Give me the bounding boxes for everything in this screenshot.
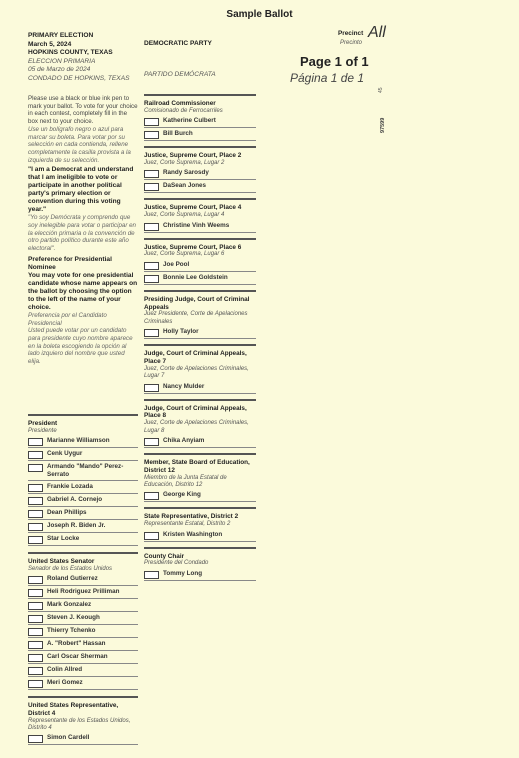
race-title: Justice, Supreme Court, Place 2 [144, 152, 242, 160]
vote-checkbox[interactable] [144, 223, 159, 231]
candidate-name: Meri Gomez [47, 679, 83, 686]
candidate-name: Gabriel A. Cornejo [47, 495, 103, 503]
vote-checkbox[interactable] [144, 275, 159, 283]
candidate-row[interactable] [144, 169, 256, 180]
race-justice-supreme-court-place-4 [144, 198, 256, 232]
race-title: State Representative, District 2 [144, 513, 239, 521]
candidate-name: Colin Allred [47, 666, 83, 673]
candidate-row[interactable] [144, 491, 256, 502]
race-railroad-commissioner [144, 94, 256, 141]
race-subtitle: Juez, Corte Suprema, Lugar 4 [144, 212, 225, 219]
race-subtitle: Juez Presidente, Corte de Apelaciones Criminales [144, 311, 248, 325]
candidate-row[interactable] [28, 437, 138, 448]
vote-checkbox[interactable] [28, 667, 43, 675]
race-judge-court-of-criminal-appeals-place-7 [144, 344, 256, 393]
vote-checkbox[interactable] [28, 576, 43, 584]
vote-checkbox[interactable] [144, 532, 159, 540]
race-subtitle: Presidente del Condado [144, 560, 209, 567]
candidate-name: Katherine Culbert [163, 117, 216, 125]
vote-checkbox[interactable] [144, 438, 159, 446]
election-date: March 5, 2024 [28, 40, 72, 48]
candidate-name: Mark Gonzalez [47, 601, 92, 608]
candidate-row[interactable] [144, 531, 256, 542]
race-title: County Chair [144, 552, 185, 560]
race-title: Presiding Judge, Court of Criminal Appeals [144, 295, 250, 311]
election-date-es: 05 de Marzo de 2024 [28, 66, 91, 74]
side-number-1: 45 [378, 87, 384, 93]
candidate-row[interactable] [28, 450, 138, 461]
election-county-es: CONDADO DE HOPKINS, TEXAS [28, 74, 130, 82]
vote-checkbox[interactable] [28, 589, 43, 597]
vote-checkbox[interactable] [144, 384, 159, 392]
race-title: Railroad Commissioner [144, 100, 216, 107]
candidate-row[interactable] [28, 734, 138, 745]
race-united-states-senator [28, 552, 138, 690]
vote-checkbox[interactable] [144, 571, 159, 579]
candidate-row[interactable] [144, 437, 256, 448]
vote-checkbox[interactable] [144, 183, 159, 191]
candidate-row[interactable] [28, 614, 138, 625]
vote-checkbox[interactable] [28, 510, 43, 518]
candidate-name: Joe Pool [163, 260, 190, 268]
race-state-representative-district-2 [144, 507, 256, 541]
vote-checkbox[interactable] [28, 438, 43, 446]
pref-title: Preference for Presidential Nominee [28, 255, 112, 271]
ballot-title: Sample Ballot [226, 9, 293, 20]
race-title: Justice, Supreme Court, Place 4 [144, 204, 242, 212]
election-name-es: ELECCION PRIMARIA [28, 57, 96, 65]
election-name: PRIMARY ELECTION [28, 32, 94, 39]
instructions [28, 95, 138, 366]
candidate-name: Armando "Mando" Perez-Serrato [47, 463, 124, 478]
candidate-row[interactable] [28, 627, 138, 638]
race-president [28, 414, 138, 546]
candidate-name: Cenk Uygur [47, 450, 83, 458]
candidate-name: Chika Anyiam [163, 437, 205, 445]
race-subtitle: Miembro de la Junta Estatal de Educación, Distrito 12 [144, 474, 227, 489]
candidate-name: Dean Phillips [47, 508, 87, 516]
races-column-1 [28, 414, 138, 745]
vote-checkbox[interactable] [144, 492, 159, 500]
race-subtitle: Representante de los Estados Unidos, Distrito 4 [28, 717, 131, 731]
candidate-row[interactable] [144, 570, 256, 581]
vote-checkbox[interactable] [28, 536, 43, 544]
vote-checkbox[interactable] [28, 602, 43, 610]
candidate-row[interactable] [144, 182, 256, 193]
vote-checkbox[interactable] [144, 262, 159, 270]
candidate-name: Randy Sarosdy [163, 169, 209, 177]
instructions-es: Use un bolígrafo negro o azul para marcar su boleta. Para votar por su selección en cada contienda, rellene completamente la casilla provista a la izquierda de su selección. [28, 125, 131, 164]
candidate-row[interactable] [28, 679, 138, 690]
candidate-row[interactable] [144, 383, 256, 394]
race-county-chair [144, 547, 256, 581]
candidate-row[interactable] [28, 483, 138, 494]
election-county: HOPKINS COUNTY, TEXAS [28, 49, 113, 57]
vote-checkbox[interactable] [144, 170, 159, 178]
race-subtitle: Comisionado de Ferrocarriles [144, 107, 223, 114]
candidate-name: Christine Vinh Weems [163, 221, 230, 229]
race-subtitle: Juez, Corte Suprema, Lugar 6 [144, 251, 225, 258]
candidate-name: Bonnie Lee Goldstein [163, 273, 228, 281]
side-number-2: 97599 [380, 117, 386, 133]
candidate-name: Bill Burch [163, 130, 193, 138]
candidate-row[interactable] [144, 261, 256, 272]
candidate-row[interactable] [28, 522, 138, 533]
candidate-name: Carl Oscar Sherman [47, 653, 108, 660]
precinct-label-es: Precinto [340, 40, 363, 46]
race-title: Justice, Supreme Court, Place 6 [144, 243, 242, 251]
candidate-name: Marianne Williamson [47, 437, 110, 445]
precinct-label: Precinct [338, 30, 364, 37]
race-subtitle: Representante Estatal, Distrito 2 [144, 521, 231, 528]
candidate-name: George King [163, 491, 201, 499]
candidate-name: Holly Taylor [163, 328, 199, 336]
vote-checkbox[interactable] [144, 131, 159, 139]
vote-checkbox[interactable] [28, 523, 43, 531]
candidate-row[interactable] [28, 601, 138, 612]
race-title: Member, State Board of Education, District 12 [144, 459, 250, 474]
pref-es: Usted puede votar por un candidato para presidente cuyo nombre aparece en la boleta escogiendo la opción al lado izquiero del nombre que usted elija. [28, 327, 133, 366]
candidate-row[interactable] [28, 640, 138, 651]
vote-checkbox[interactable] [144, 329, 159, 337]
race-title: United States Senator [28, 557, 95, 565]
vote-checkbox[interactable] [144, 118, 159, 126]
candidate-row[interactable] [28, 535, 138, 546]
candidate-name: Steven J. Keough [47, 614, 100, 621]
candidate-row[interactable] [28, 588, 138, 599]
precinct-value: All [368, 24, 386, 41]
vote-checkbox[interactable] [28, 615, 43, 623]
candidate-name: Thierry Tchenko [47, 627, 96, 634]
race-subtitle: Presidente [28, 427, 57, 434]
candidate-row[interactable] [28, 666, 138, 677]
page-number-es: Página 1 de 1 [290, 71, 365, 85]
vote-checkbox[interactable] [28, 451, 43, 459]
vote-checkbox[interactable] [28, 497, 43, 505]
race-title: Judge, Court of Criminal Appeals, Place 7 [144, 350, 247, 366]
candidate-row[interactable] [28, 496, 138, 507]
candidate-row[interactable] [28, 463, 138, 481]
race-subtitle: Juez, Corte Suprema, Lugar 2 [144, 160, 225, 166]
party-name-es: PARTIDO DEMÓCRATA [144, 71, 216, 78]
oath-es: "Yo soy Demócrata y comprendo que soy inelegible para votar o participar en la elección primaria o la convención de otro partido político durante este año electoral". [28, 214, 137, 253]
race-subtitle: Juez, Corte de Apelaciones Criminales, Lugar 8 [144, 420, 249, 434]
candidate-name: Star Locke [47, 534, 80, 542]
vote-checkbox[interactable] [28, 735, 43, 743]
race-united-states-representative-district-4 [28, 696, 138, 745]
race-subtitle: Juez, Corte de Apelaciones Criminales, Lugar 7 [144, 365, 249, 380]
pref-title-es: Preferencia por el Candidato Presidencial [28, 311, 107, 327]
race-title: United States Representative, District 4 [28, 702, 119, 717]
candidate-row[interactable] [28, 653, 138, 664]
pref-en: You may vote for one presidential candidate whose name appears on the ballot by choosing the option to the left of the name of your choice. [28, 271, 138, 311]
vote-checkbox[interactable] [28, 628, 43, 636]
race-subtitle: Senador de los Estados Unidos [28, 565, 113, 572]
candidate-row[interactable] [28, 509, 138, 520]
candidate-name: Simon Cardell [47, 734, 90, 742]
race-justice-supreme-court-place-2 [144, 146, 256, 193]
candidate-name: DaSean Jones [163, 182, 207, 190]
race-judge-court-of-criminal-appeals-place-8 [144, 399, 256, 448]
race-member-state-board-of-education-district-12 [144, 453, 256, 502]
races-column-2 [144, 94, 256, 581]
candidate-name: Tommy Long [163, 569, 203, 577]
candidate-name: Joseph R. Biden Jr. [47, 521, 106, 529]
candidate-row[interactable] [144, 328, 256, 339]
oath-en: "I am a Democrat and understand that I am ineligible to vote or participate in another political party's primary election or convention during this voting year." [28, 166, 134, 214]
candidate-name: Roland Gutierrez [47, 575, 98, 582]
race-title: Judge, Court of Criminal Appeals, Place 8 [144, 404, 247, 420]
election-header-en [28, 32, 143, 84]
candidate-row[interactable] [144, 117, 256, 128]
candidate-row[interactable] [144, 130, 256, 141]
vote-checkbox[interactable] [28, 641, 43, 649]
candidate-name: Heli Rodriguez Prilliman [47, 588, 120, 595]
candidate-name: Frankie Lozada [47, 482, 93, 490]
candidate-row[interactable] [144, 222, 256, 233]
vote-checkbox[interactable] [28, 484, 43, 492]
page-number: Page 1 of 1 [300, 54, 369, 69]
race-title: President [28, 420, 58, 427]
instructions-en: Please use a black or blue ink pen to mark your ballot. To vote for your choice in each contest, completely fill in the box next to your choice. [28, 95, 138, 126]
vote-checkbox[interactable] [28, 654, 43, 662]
vote-checkbox[interactable] [28, 680, 43, 688]
race-justice-supreme-court-place-6 [144, 238, 256, 285]
candidate-name: A. "Robert" Hassan [47, 640, 106, 647]
candidate-row[interactable] [28, 575, 138, 586]
race-presiding-judge-court-of-criminal-appeals [144, 290, 256, 339]
vote-checkbox[interactable] [28, 464, 43, 472]
party-name: DEMOCRATIC PARTY [144, 40, 212, 47]
candidate-name: Kristen Washington [163, 530, 223, 538]
candidate-row[interactable] [144, 274, 256, 285]
candidate-name: Nancy Mulder [163, 382, 205, 390]
